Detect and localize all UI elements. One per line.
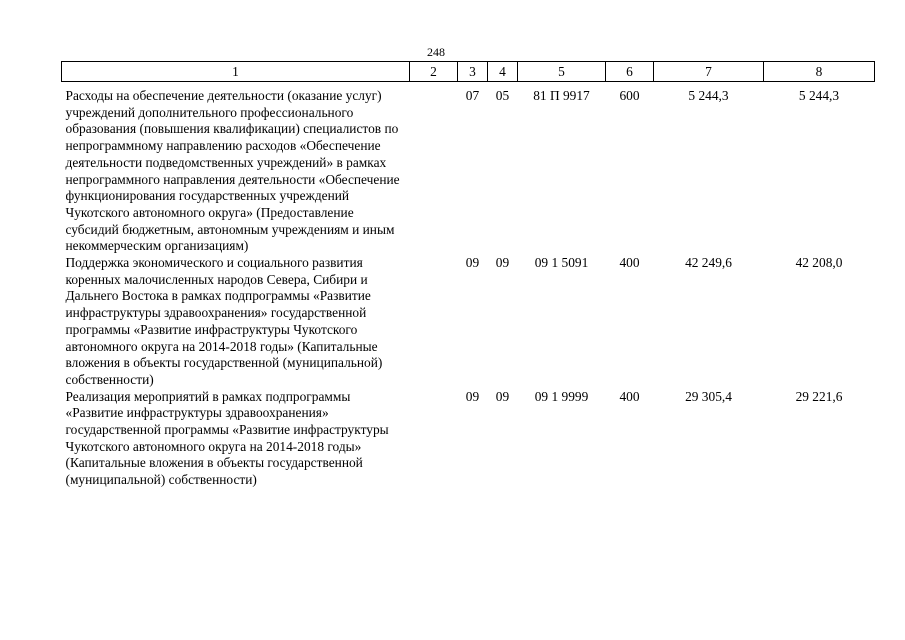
row-section: 07 bbox=[465, 88, 480, 103]
header-col-2: 2 bbox=[410, 62, 458, 82]
header-col-4: 4 bbox=[488, 62, 518, 82]
header-col-7: 7 bbox=[654, 62, 764, 82]
row-subsection: 09 bbox=[495, 255, 510, 271]
row-col2 bbox=[410, 82, 458, 256]
row-subsection: 09 bbox=[495, 388, 510, 404]
row-description: Реализация мероприятий в рамках подпрограммы «Развитие инфраструктуры здравоохранения» государственной программы «Развитие инфраструктуры Чукотского автономного округа на 2014-2018 годы» (Капитальные вложения в объекты государственной (муниципальной) собственности) bbox=[65, 388, 389, 488]
table-row bbox=[62, 389, 875, 489]
page-number: 248 bbox=[427, 45, 445, 59]
row-description: Поддержка экономического и социального развития коренных малочисленных народов Севера, Сибири и Дальнего Востока в рамках подпрограммы «Развитие инфраструктуры здравоохранения» государственной программы «Развитие инфраструктуры Чукотского автономного округа на 2014-2018 годы» (Капитальные вложения в объекты государственной (муниципальной) собственности) bbox=[65, 255, 383, 387]
row-target-article: 81 П 9917 bbox=[533, 88, 590, 103]
row-amount-1: 29 305,4 bbox=[685, 388, 732, 404]
row-amount-2: 42 208,0 bbox=[795, 255, 843, 271]
row-section: 09 bbox=[465, 388, 480, 404]
header-col-3: 3 bbox=[458, 62, 488, 82]
row-amount-2: 5 244,3 bbox=[798, 88, 840, 103]
row-amount-1: 42 249,6 bbox=[685, 255, 732, 271]
row-description: Расходы на обеспечение деятельности (оказание услуг) учреждений дополнительного профессионального образования (повышения квалификации) специалистов по непрограммному направлению расходов «Обеспечение деятельности подведомственных учреждений» в рамках непрограммного направления деятельности «Обеспечение функционирования государственных учреждений Чукотского автономного округа» (Предоставление субсидий бюджетным, автономным учреждениям и иным некоммерческим организациям) bbox=[65, 88, 400, 254]
row-col2 bbox=[410, 255, 458, 389]
row-expense-type: 400 bbox=[619, 255, 640, 271]
header-col-5: 5 bbox=[518, 62, 606, 82]
header-col-1: 1 bbox=[62, 62, 410, 82]
row-amount-2: 29 221,6 bbox=[795, 388, 843, 404]
table-row bbox=[62, 255, 875, 389]
row-section: 09 bbox=[465, 255, 480, 271]
budget-table bbox=[61, 61, 875, 489]
row-expense-type: 600 bbox=[619, 88, 640, 103]
row-amount-1: 5 244,3 bbox=[688, 88, 729, 103]
table-row bbox=[62, 82, 875, 256]
row-target-article: 09 1 5091 bbox=[534, 255, 589, 271]
header-col-6: 6 bbox=[606, 62, 654, 82]
header-col-8: 8 bbox=[764, 62, 875, 82]
row-subsection: 05 bbox=[495, 88, 510, 103]
row-expense-type: 400 bbox=[619, 388, 640, 404]
header-row bbox=[62, 62, 875, 82]
row-col2 bbox=[410, 389, 458, 489]
row-target-article: 09 1 9999 bbox=[534, 388, 589, 404]
